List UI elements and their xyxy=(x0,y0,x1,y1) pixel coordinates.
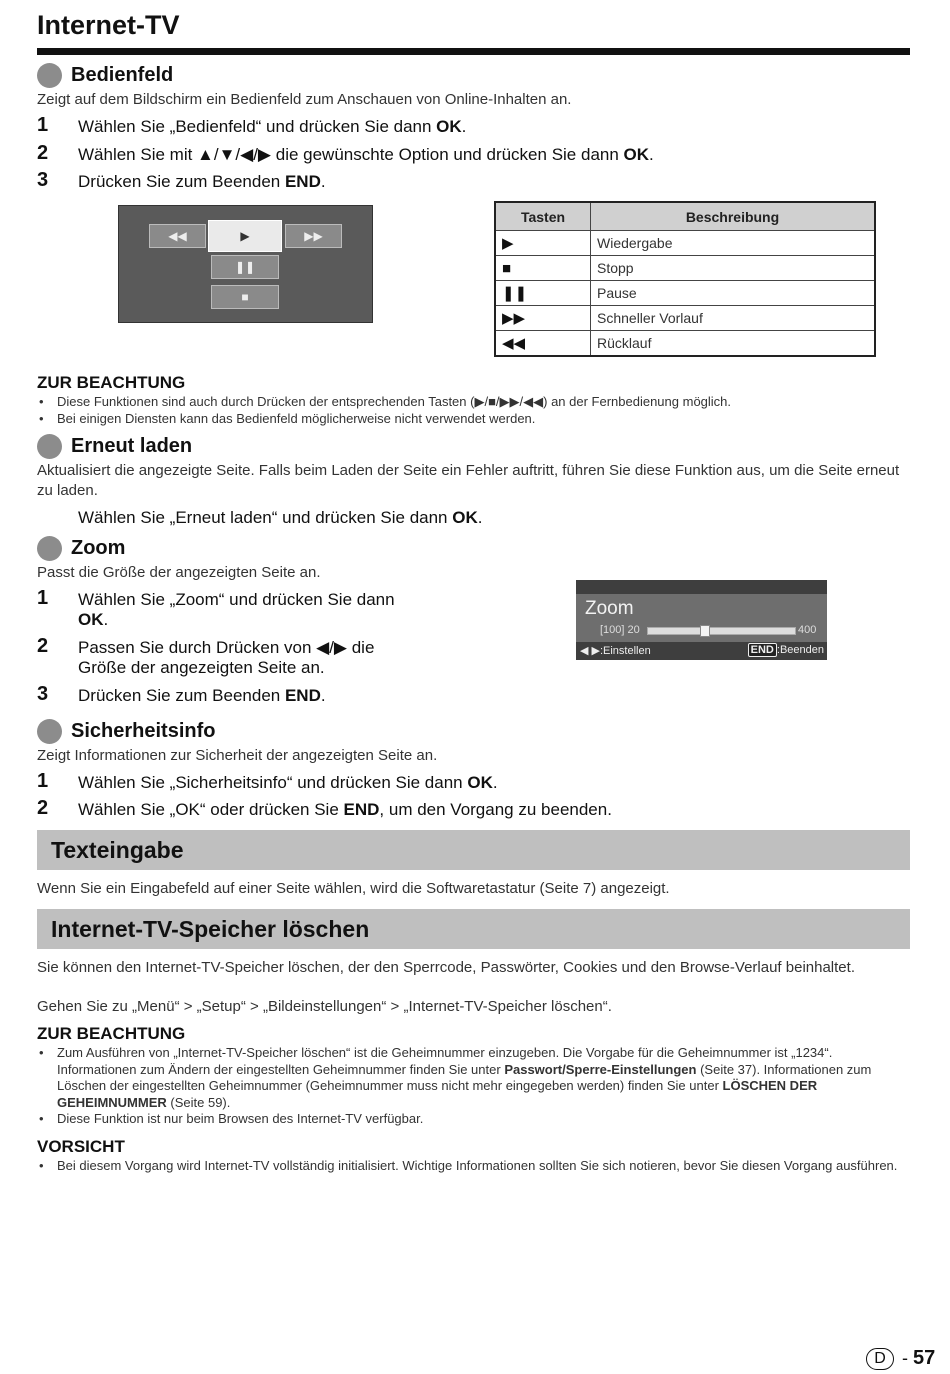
step-text: Drücken Sie zum Beenden xyxy=(78,172,285,191)
zoom-step-1 xyxy=(37,587,427,630)
list-item: • Bei einigen Diensten kann das Bedienfeld möglicherweise nicht verwendet werden. xyxy=(37,411,910,428)
security-step-1 xyxy=(37,770,597,793)
step-key: OK xyxy=(78,610,104,629)
step-post: . xyxy=(492,773,498,792)
heading-text: Bedienfeld xyxy=(71,64,174,86)
bullet-circle-icon xyxy=(37,434,62,459)
play-button[interactable] xyxy=(208,220,282,252)
list-item xyxy=(37,1045,910,1111)
note-text: Zum Ausführen von „Internet-TV-Speicher löschen“ ist die Geheimnummer einzugeben. Die Vorgabe für die Geheimnummer ist „1234“. Informationen zum Ändern der eingestellten Geheimnummer finden Sie unter xyxy=(57,1045,833,1077)
step-key: END xyxy=(284,686,321,705)
step-text: Wählen Sie „Erneut laden“ und drücken Sie dann xyxy=(78,508,453,527)
step-key: END xyxy=(284,172,321,191)
table-header-row xyxy=(495,202,875,231)
end-key-icon: END xyxy=(748,643,777,657)
osd-title: Zoom xyxy=(585,598,634,619)
osd-title-bar xyxy=(576,580,827,594)
step-key: OK xyxy=(467,773,493,792)
step-post: . xyxy=(320,172,326,191)
page-dash: - xyxy=(902,1348,908,1368)
security-step-2 xyxy=(37,797,797,820)
step-key: END xyxy=(343,800,380,819)
step-text: Passen Sie durch Drücken von ◀/▶ die Größe der angezeigten Seite an. xyxy=(78,638,375,677)
key-table xyxy=(494,201,876,357)
heading-text: Erneut laden xyxy=(71,435,193,457)
slider-thumb[interactable] xyxy=(700,625,710,637)
table-row xyxy=(495,306,875,331)
zoom-step-2 xyxy=(37,635,427,678)
list-item: • Diese Funktionen sind auch durch Drücken der entsprechenden Tasten (▶/■/▶▶/◀◀) an der Fernbedienung möglich. xyxy=(37,394,910,411)
heading-text: Zoom xyxy=(71,537,126,559)
osd-footer xyxy=(576,642,827,660)
step-number: 2 xyxy=(37,142,49,164)
table-cell: Wiedergabe xyxy=(591,231,876,256)
bedienfeld-description: Zeigt auf dem Bildschirm ein Bedienfeld zum Anschauen von Online-Inhalten an. xyxy=(37,91,572,108)
caution-title: VORSICHT xyxy=(37,1137,125,1156)
play-icon: ▶ xyxy=(240,229,250,243)
pause-button[interactable] xyxy=(211,255,279,279)
reload-step xyxy=(37,508,597,528)
page-number-value: 57 xyxy=(913,1347,936,1369)
note-link-text: Passwort/Sperre-Einstellungen xyxy=(504,1061,697,1077)
step-number: 1 xyxy=(37,114,49,136)
bedienfeld-step-2 xyxy=(37,142,797,165)
rewind-icon: ◀◀ xyxy=(168,229,187,243)
step-text: Drücken Sie zum Beenden xyxy=(78,686,285,705)
step-number: 3 xyxy=(37,169,49,191)
section-band-text-input xyxy=(37,830,910,870)
table-cell: Stopp xyxy=(591,256,876,281)
fast-forward-icon: ▶▶ xyxy=(304,229,323,243)
bullet-circle-icon xyxy=(37,63,62,88)
page-number xyxy=(866,1347,935,1370)
section-heading-bedienfeld xyxy=(37,63,173,88)
note-title: ZUR BEACHTUNG xyxy=(37,373,186,392)
bedienfeld-step-3 xyxy=(37,169,597,192)
zoom-osd xyxy=(576,580,827,660)
table-cell: Rücklauf xyxy=(591,331,876,357)
step-post: . xyxy=(103,610,109,629)
control-panel-illustration xyxy=(118,205,373,323)
step-text: Wählen Sie mit ▲/▼/◀/▶ die gewünschte Option und drücken Sie dann xyxy=(78,145,624,164)
list-item: • Diese Funktion ist nur beim Browsen des Internet-TV verfügbar. xyxy=(37,1111,910,1128)
zoom-step-3 xyxy=(37,683,427,706)
step-key: OK xyxy=(452,508,478,527)
language-badge: D xyxy=(866,1348,894,1370)
table-row xyxy=(495,281,875,306)
step-text: Wählen Sie „OK“ oder drücken Sie xyxy=(78,800,344,819)
table-cell: Schneller Vorlauf xyxy=(591,306,876,331)
bedienfeld-step-1 xyxy=(37,114,597,137)
step-number: 1 xyxy=(37,770,49,792)
fast-forward-icon: ▶▶ xyxy=(495,306,591,331)
band-heading: Internet-TV-Speicher löschen xyxy=(51,916,370,942)
reload-description: Aktualisiert die angezeigte Seite. Falls beim Laden der Seite ein Fehler auftritt, führen Sie diese Funktion aus, um die Seite erneut zu laden. xyxy=(37,462,900,499)
fast-forward-button[interactable] xyxy=(285,224,342,248)
column-header-keys: Tasten xyxy=(495,202,591,231)
section-heading-security xyxy=(37,719,215,744)
rewind-button[interactable] xyxy=(149,224,206,248)
zoom-max-label: 400 xyxy=(798,624,817,636)
play-icon: ▶ xyxy=(495,231,591,256)
stop-button[interactable] xyxy=(211,285,279,309)
exit-hint-text: :Beenden xyxy=(776,644,824,656)
step-post: . xyxy=(649,145,654,164)
note-link-text: LÖSCHEN DER GEHEIMNUMMER xyxy=(57,1078,818,1110)
stop-icon: ■ xyxy=(241,290,249,304)
bullet-circle-icon xyxy=(37,536,62,561)
note-list xyxy=(37,1045,910,1128)
step-post: . xyxy=(320,686,326,705)
note-list xyxy=(37,394,910,427)
title-rule xyxy=(37,48,910,55)
note-text: (Seite 37). Informationen zum Löschen der eingestellten Geheimnummer (Geheimnummer muss nicht mehr eingegeben werden) finden Sie unter xyxy=(57,1061,872,1093)
rewind-icon: ◀◀ xyxy=(495,331,591,357)
zoom-min-label: [100] 20 xyxy=(600,624,640,636)
table-cell: Pause xyxy=(591,281,876,306)
zoom-description: Passt die Größe der angezeigten Seite an. xyxy=(37,564,321,581)
step-number: 2 xyxy=(37,797,49,819)
band-heading: Texteingabe xyxy=(51,837,184,863)
note-text: (Seite 59). xyxy=(166,1094,231,1110)
adjust-hint: ◀ ▶:Einstellen xyxy=(580,645,651,657)
table-row xyxy=(495,231,875,256)
section-heading-reload xyxy=(37,434,192,459)
section-band-clear-memory xyxy=(37,909,910,949)
list-item: • Bei diesem Vorgang wird Internet-TV vollständig initialisiert. Wichtige Informationen sollten Sie sich notieren, bevor Sie diesen Vorgang ausführen. xyxy=(37,1158,910,1175)
bullet-circle-icon xyxy=(37,719,62,744)
text-input-description: Wenn Sie ein Eingabefeld auf einer Seite wählen, wird die Softwaretastatur (Seite 7) angezeigt. xyxy=(37,880,670,897)
stop-icon: ■ xyxy=(495,256,591,281)
caution-list xyxy=(37,1158,910,1175)
step-number: 2 xyxy=(37,635,49,657)
note-title: ZUR BEACHTUNG xyxy=(37,1024,186,1043)
step-number: 1 xyxy=(37,587,49,609)
table-row xyxy=(495,256,875,281)
section-heading-zoom xyxy=(37,536,125,561)
step-post: . xyxy=(461,117,467,136)
exit-hint xyxy=(748,644,824,656)
table-row xyxy=(495,331,875,357)
step-post: , um den Vorgang zu beenden. xyxy=(379,800,612,819)
clear-memory-path: Gehen Sie zu „Menü“ > „Setup“ > „Bildeinstellungen“ > „Internet-TV-Speicher löschen“. xyxy=(37,998,612,1015)
step-text: Wählen Sie „Zoom“ und drücken Sie dann xyxy=(78,590,395,609)
clear-memory-description: Sie können den Internet-TV-Speicher löschen, der den Sperrcode, Passwörter, Cookies und den Browse-Verlauf beinhaltet. xyxy=(37,959,855,976)
step-text: Wählen Sie „Bedienfeld“ und drücken Sie dann xyxy=(78,117,437,136)
page-title: Internet-TV xyxy=(37,10,180,40)
zoom-slider[interactable] xyxy=(647,627,796,635)
pause-icon: ❚❚ xyxy=(234,260,256,274)
step-key: OK xyxy=(623,145,650,164)
step-key: OK xyxy=(436,117,462,136)
step-post: . xyxy=(477,508,483,527)
column-header-description: Beschreibung xyxy=(591,202,876,231)
security-description: Zeigt Informationen zur Sicherheit der angezeigten Seite an. xyxy=(37,747,438,764)
step-number: 3 xyxy=(37,683,49,705)
pause-icon: ❚❚ xyxy=(495,281,591,306)
heading-text: Sicherheitsinfo xyxy=(71,720,216,742)
step-text: Wählen Sie „Sicherheitsinfo“ und drücken Sie dann xyxy=(78,773,468,792)
